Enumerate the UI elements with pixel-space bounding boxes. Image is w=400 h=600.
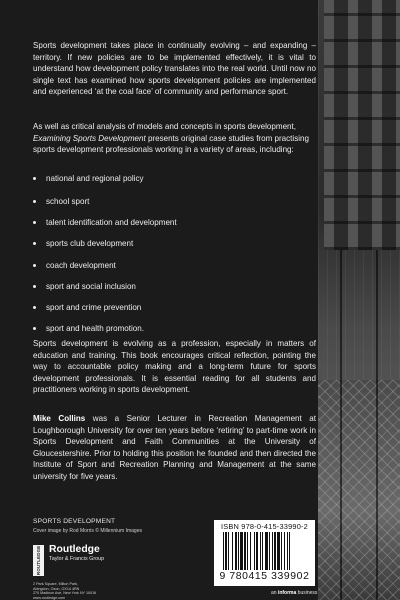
cover-credit: Cover image by Rod Morris © Millennium Images xyxy=(33,528,142,534)
barcode-bar xyxy=(232,532,233,570)
barcode-bar xyxy=(289,532,290,570)
barcode-bar xyxy=(235,532,237,570)
profession-paragraph: Sports development is evolving as a profession, especially in matters of education and training. This book encourages critical reflection, pointing the way to accountable policy making and a long-term future for sports development professionals. It is essential reading for all students and practitioners working in sports development. xyxy=(33,339,316,395)
fence-pole xyxy=(376,250,378,600)
bullet-icon xyxy=(33,177,36,180)
bullet-icon xyxy=(33,200,36,203)
barcode-bar xyxy=(256,532,258,570)
barcode-bar xyxy=(244,532,246,570)
bullet-icon xyxy=(33,221,36,224)
informa-brand: informa xyxy=(277,590,297,596)
fence-pole xyxy=(340,250,342,600)
isbn-number: 9 780415 339902 xyxy=(219,571,310,582)
barcode-bar xyxy=(269,532,270,570)
cases-text-start: As well as critical analysis of models and concepts in sports development, xyxy=(33,122,296,131)
barcode-bar xyxy=(260,532,261,570)
isbn-label: ISBN 978-0-415-33990-2 xyxy=(221,522,308,531)
barcode-bar xyxy=(274,532,276,570)
barcode-bar xyxy=(238,532,239,570)
barcode-bar xyxy=(287,532,288,570)
author-bio xyxy=(33,413,316,483)
barcode-bar xyxy=(250,532,251,570)
intro-paragraph: Sports development takes place in continually evolving – and expanding – territory. If new policies are to be implemented effectively, it is vital to understand how development policy translates into the real world. Until now no single text has examined how sports development policies are implemented and experienced ‘at the coal face’ of community and performance sport. xyxy=(33,41,316,97)
barcode-bar xyxy=(240,532,243,570)
bullet-icon xyxy=(33,285,36,288)
bullet-icon xyxy=(33,264,36,267)
bullet-icon xyxy=(33,306,36,309)
barcode-bar xyxy=(225,532,227,570)
publisher-block xyxy=(33,544,183,600)
barcode xyxy=(214,520,315,586)
bullet-icon xyxy=(33,327,36,330)
routledge-logo: ROUTLEDGE xyxy=(33,545,44,576)
barcode-bar xyxy=(272,532,273,570)
cases-paragraph xyxy=(33,121,316,156)
author-name: Mike Collins xyxy=(33,414,86,423)
barcode-bar xyxy=(262,532,263,570)
bullet-icon xyxy=(33,242,36,245)
barcode-bar xyxy=(228,532,229,570)
barcode-bar xyxy=(223,532,224,570)
barcode-bars xyxy=(223,532,311,570)
book-title: Examining Sports Development xyxy=(33,133,146,143)
barcode-bar xyxy=(247,532,248,570)
subject-category: SPORTS DEVELOPMENT xyxy=(33,518,116,525)
cover-photo xyxy=(318,0,400,600)
author-bio-text: was a Senior Lecturer in Recreation Management at Loughborough University for over ten years before ‘retiring’ to part-time work in Sports Development and Faith Communities at the University of Gloucestershire. Prior to holding this position he founded and then directed the Institute of Sport and Recreation Planning and Management at the same university for five years. xyxy=(33,414,317,481)
informa-tagline: an informa business xyxy=(271,590,318,596)
barcode-bar xyxy=(254,532,255,570)
fence-photo xyxy=(318,380,400,600)
barcode-bar xyxy=(265,532,268,570)
cases-text-end: presents original case studies from practising sports development professionals working in a variety of areas, including: xyxy=(33,133,309,155)
publisher-address: 2 Park Square, Milton Park, Abingdon, Oxon, OX14 4RN 270 Madison Ave, New York NY 10016 www.routledge.com xyxy=(33,582,97,600)
publisher-name: Routledge xyxy=(49,544,100,555)
barcode-bar xyxy=(281,532,282,570)
barcode-bar xyxy=(284,532,285,570)
publisher-subtitle: Taylor & Francis Group xyxy=(49,556,105,562)
barcode-bar xyxy=(277,532,280,570)
building-photo xyxy=(324,0,400,250)
